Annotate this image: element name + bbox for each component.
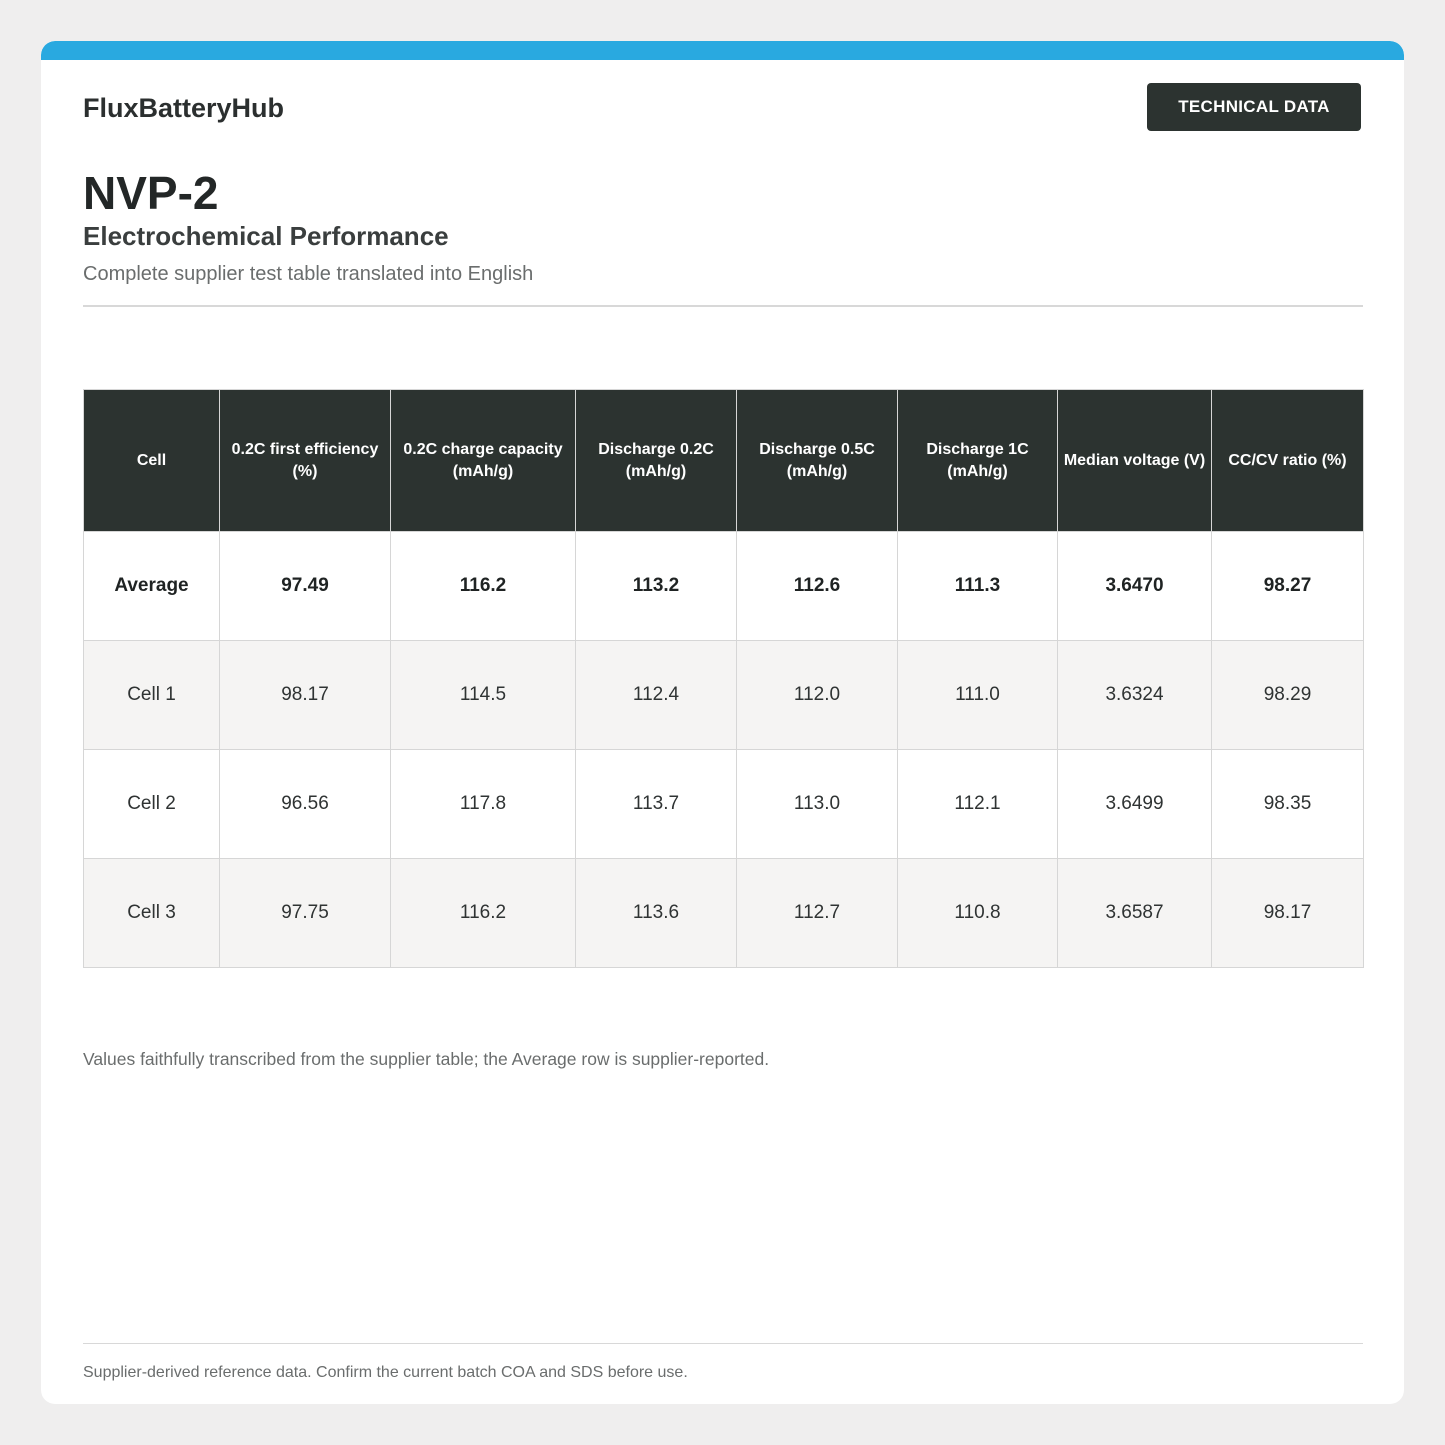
- footer-disclaimer: Supplier-derived reference data. Confirm the current batch COA and SDS before use.: [83, 1364, 688, 1381]
- column-header: Cell: [84, 390, 220, 532]
- table-cell: 97.49: [220, 532, 391, 641]
- page-title: NVP-2: [83, 167, 219, 219]
- table-cell: 3.6499: [1058, 750, 1212, 859]
- column-header: Discharge 0.2C (mAh/g): [576, 390, 737, 532]
- table-cell: 98.27: [1212, 532, 1364, 641]
- header-divider: [83, 305, 1363, 307]
- table-cell: 98.17: [1212, 859, 1364, 968]
- table-row: [84, 859, 1364, 968]
- table-cell: 98.35: [1212, 750, 1364, 859]
- table-cell: 3.6587: [1058, 859, 1212, 968]
- table-cell: 112.7: [737, 859, 898, 968]
- footer-divider: [83, 1343, 1363, 1344]
- table-cell: 113.7: [576, 750, 737, 859]
- table-row: [84, 750, 1364, 859]
- table-cell: Cell 2: [84, 750, 220, 859]
- column-header: Median voltage (V): [1058, 390, 1212, 532]
- table-cell: 113.2: [576, 532, 737, 641]
- page-description: Complete supplier test table translated into English: [83, 263, 534, 285]
- table-cell: 116.2: [391, 532, 576, 641]
- table-row-average: [84, 532, 1364, 641]
- table-cell: 3.6324: [1058, 641, 1212, 750]
- table-cell: 116.2: [391, 859, 576, 968]
- column-header: CC/CV ratio (%): [1212, 390, 1364, 532]
- table-cell: 117.8: [391, 750, 576, 859]
- brand-name: FluxBatteryHub: [83, 93, 285, 123]
- table-cell: Average: [84, 532, 220, 641]
- table-header-row: [84, 390, 1364, 532]
- table-cell: 98.29: [1212, 641, 1364, 750]
- table-cell: 98.17: [220, 641, 391, 750]
- accent-bar: [41, 41, 1404, 60]
- table-cell: 111.3: [898, 532, 1058, 641]
- table-cell: 3.6470: [1058, 532, 1212, 641]
- table-row: [84, 641, 1364, 750]
- column-header: 0.2C charge capacity (mAh/g): [391, 390, 576, 532]
- table-cell: 112.4: [576, 641, 737, 750]
- table-cell: 97.75: [220, 859, 391, 968]
- technical-data-badge: TECHNICAL DATA: [1147, 83, 1361, 131]
- table-cell: 114.5: [391, 641, 576, 750]
- table-cell: 110.8: [898, 859, 1058, 968]
- column-header: 0.2C first efficiency (%): [220, 390, 391, 532]
- table-cell: 112.0: [737, 641, 898, 750]
- performance-table: [83, 389, 1364, 968]
- table-cell: Cell 1: [84, 641, 220, 750]
- table-cell: 112.6: [737, 532, 898, 641]
- table-cell: Cell 3: [84, 859, 220, 968]
- page-subtitle: Electrochemical Performance: [83, 221, 449, 251]
- table-cell: 113.6: [576, 859, 737, 968]
- table-cell: 111.0: [898, 641, 1058, 750]
- table-cell: 96.56: [220, 750, 391, 859]
- column-header: Discharge 1C (mAh/g): [898, 390, 1058, 532]
- document-card: [41, 41, 1404, 1404]
- table-cell: 113.0: [737, 750, 898, 859]
- column-header: Discharge 0.5C (mAh/g): [737, 390, 898, 532]
- table-cell: 112.1: [898, 750, 1058, 859]
- transcription-note: Values faithfully transcribed from the supplier table; the Average row is supplier-reported.: [83, 1049, 770, 1069]
